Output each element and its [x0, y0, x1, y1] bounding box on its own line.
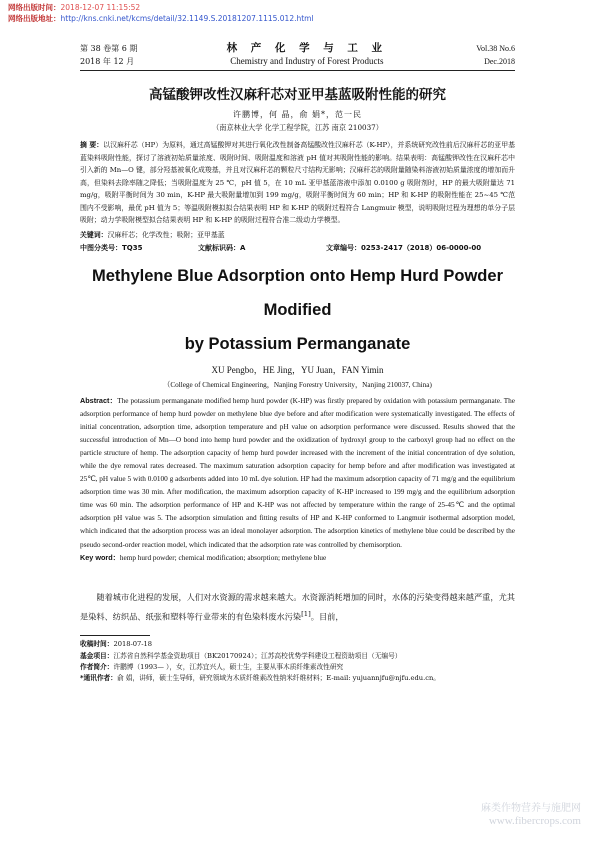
title-en-line2: by Potassium Permanganate	[184, 334, 411, 353]
footnote-fund	[80, 651, 515, 662]
keywords-en-text: hemp hurd powder; chemical modification; absorption; methylene blue	[119, 553, 327, 562]
journal-name-cn: 林 产 化 学 与 工 业	[226, 42, 388, 54]
title-en	[80, 259, 515, 361]
header-center	[227, 42, 387, 68]
header-divider	[80, 70, 515, 71]
corresponding-text: 俞 娟，讲师，硕士生导师，研究领域为木质纤维素改性纳米纤维材料；E-mail: yujuannjfu@njfu.edu.cn。	[116, 673, 440, 682]
intro-paragraph	[80, 589, 515, 626]
abstract-cn	[80, 139, 515, 227]
header-left	[80, 42, 137, 68]
abstract-en-text: The potassium permanganate modified hemp hurd powder (K-HP) was firstly prepared by oxidation with potassium permanganate. The adsorption performance of hemp hurd powder on methylene blue dye before and after modification were systematically investigated. The effects of initial concentration, adsorption time, adsorption temperature and pH value on adsorption performance were discussed. Results showed that the successful introduction of Mn—O bond into hemp hurd powder and the oxidization of hydroxyl group to the carboxyl group had no effect on the particle structure of hemp. The adsorption capacity of hemp hurd powder increased with the increment of the initial concentration of dye solution, while the dye removal rates decreased. The maximum saturation adsorption capacity for hemp before and after modification was investigated at 25℃, pH value 5 with 0.0100 g adsorbents added into 10 mL dye solution. HP had the maximum adsorption capacity of 71 mg/g and the equilibrium adsorption time was 30 min. After modification, the maximum adsorption capacity of K-HP increased to 199 mg/g and the equilibrium adsorption time was 60 min. The adsorption performance of HP and K-HP was not affected by temperature within the range of 25-45℃ and the optimal adsorption pH value was 5. The adsorption simulation and fitting results of HP and K-HP conformed to Langmuir isothermal adsorption model, which indicated that the adsorption process was an ideal monolayer adsorption. The adsorption kinetics of methylene blue could be described by the pseudo second-order reaction model, which indicated that the adsorption rate was controlled by chemisorption.	[80, 396, 515, 549]
received-label: 收稿时间：	[80, 640, 114, 649]
keywords-cn	[80, 229, 515, 239]
watermark-cn: 麻类作物营养与施肥网	[481, 803, 581, 814]
paper-page	[80, 42, 515, 684]
intro-tail: 。目前，	[310, 611, 344, 622]
title-en-line1: Methylene Blue Adsorption onto Hemp Hurd Powder Modified	[92, 266, 503, 319]
footnote-received	[80, 639, 515, 650]
classification-row	[80, 243, 515, 253]
intro-text: 随着城市化进程的发展，人们对水资源的需求越来越大。水资源消耗增加的同时，水体的污染变得越来越严重，尤其是染料、纺织品、纸张和塑料等行业带来的有色染料废水污染	[80, 591, 515, 622]
abstract-en	[80, 394, 515, 552]
date-cn: 2018 年 12 月	[80, 57, 135, 66]
date-en: Dec.2018	[484, 57, 515, 66]
abstract-cn-text: 以汉麻秆芯（HP）为原料，通过高锰酸钾对其进行氧化改性制备高锰酸改性汉麻秆芯（K-HP），并系统研究改性前后汉麻秆芯的亚甲基蓝染料吸附性能，探讨了溶液初始质量浓度、吸附时间、吸附温度和溶液 pH 值对其吸附性能的影响。结果表明：高锰酸钾改性在汉麻秆芯中引入新的 Mn—O 键，部分羟基被氧化成羧基，并且对汉麻秆芯的颗粒尺寸结构无影响；汉麻秆芯的吸附量随染料溶液初始质量浓度的增加而升高，但染料去除率随之降低；当吸附温度为 25 ℃，pH 值 5，在 10 mL 亚甲基蓝溶液中添加 0.0100 g 吸附剂时，HP 的最大吸附量达 71 mg/g，吸附平衡时间为 30 min，K-HP 最大吸附量增加到 199 mg/g，吸附平衡时间为 60 min；HP 和 K-HP 的吸附性能在 25~45 ℃范围内不受影响，最优 pH 值为 5；等温吸附模拟拟合结果表明 HP 和 K-HP 的吸附过程符合 Langmuir 模型，说明吸附过程为理想的单分子层吸附；动力学吸附模型拟合结果表明 HP 和 K-HP 的吸附过程符合准二级动力学模型。	[80, 141, 515, 224]
volume-cn: 第 38 卷第 6 期	[80, 44, 138, 53]
net-publish-time	[8, 2, 140, 13]
affiliation-cn: （南京林业大学 化学工程学院，江苏 南京 210037）	[212, 123, 383, 132]
title-cn: 高锰酸钾改性汉麻秆芯对亚甲基蓝吸附性能的研究	[149, 87, 446, 103]
authors-cn: 许鹏博，何 晶，俞 娟*，范一民	[232, 110, 363, 119]
keywords-cn-label: 关键词：	[80, 230, 108, 239]
footnote-corresponding	[80, 673, 515, 684]
fund-label: 基金项目：	[80, 651, 114, 660]
author-bio-text: 许鹏博（1993— ），女，江苏宜兴人，硕士生，主要从事木质纤维素改性研究	[113, 662, 344, 671]
footnote-author	[80, 662, 515, 673]
authors-en: XU Pengbo，HE Jing，YU Juan，FAN Yimin	[211, 364, 384, 375]
fund-text: 江苏省自然科学基金资助项目（BK20170924）；江苏高校优势学科建设工程资助项目（无编号）	[113, 651, 402, 660]
abstract-en-label: Abstract：	[80, 395, 118, 405]
corresponding-label: *通讯作者：	[80, 673, 117, 682]
intro-citation: [1]	[301, 609, 311, 618]
journal-name-en: Chemistry and Industry of Forest Products	[230, 56, 384, 66]
site-watermark	[481, 802, 581, 828]
volume-en: Vol.38 No.6	[476, 44, 515, 53]
affiliation-en: （College of Chemical Engineering，Nanjing Forestry University，Nanjing 210037, China)	[163, 380, 432, 389]
footnote-divider	[80, 635, 150, 636]
watermark-en: www.fibercrops.com	[488, 815, 581, 827]
document-code: 文献标识码：A	[198, 243, 246, 252]
abstract-cn-label: 摘 要：	[80, 141, 104, 149]
keywords-en-label: Key word：	[80, 552, 120, 562]
header-right	[476, 42, 515, 68]
footnotes	[80, 639, 515, 684]
received-date: 2018-07-18	[113, 640, 152, 649]
author-bio-label: 作者简介：	[80, 662, 114, 671]
net-publish-time-label: 网络出版时间：	[8, 3, 61, 12]
clc-number: 中图分类号：TQ35	[80, 243, 143, 252]
net-publish-address	[8, 13, 314, 24]
net-publish-time-value: 2018-12-07 11:15:52	[60, 3, 141, 12]
journal-header	[80, 42, 515, 68]
keywords-en	[80, 553, 515, 563]
net-publish-url-link[interactable]: http://kns.cnki.net/kcms/detail/32.1149.S.20181207.1115.012.html	[60, 14, 314, 23]
net-publish-address-label: 网络出版地址：	[8, 14, 61, 23]
article-number: 文章编号：0253-2417（2018）06-0000-00	[326, 243, 482, 252]
keywords-cn-text: 汉麻秆芯；化学改性；吸附；亚甲基蓝	[107, 230, 225, 239]
